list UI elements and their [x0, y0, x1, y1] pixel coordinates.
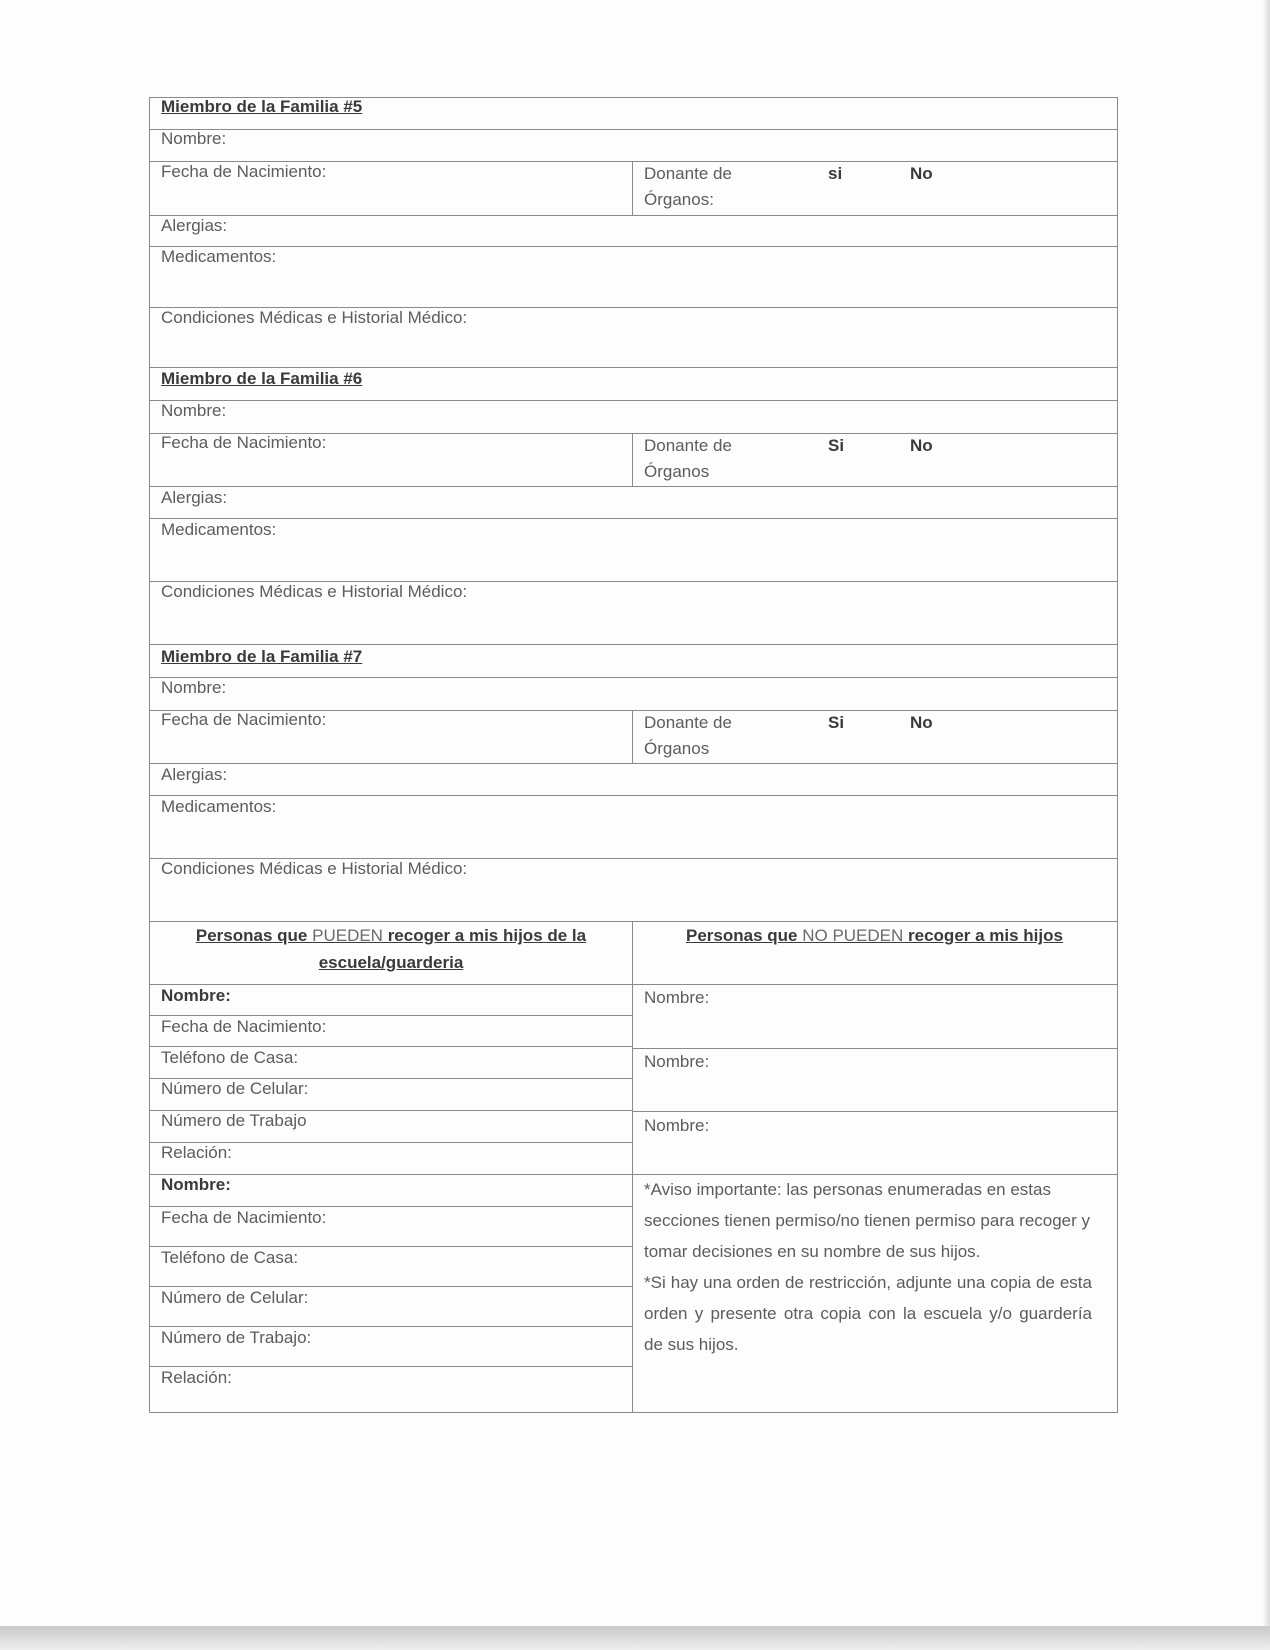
member-6-name-label: Nombre:	[161, 401, 227, 420]
cannot-pickup-header: Personas que NO PUEDEN recoger a mis hijos	[686, 926, 1063, 945]
important-notice	[644, 1174, 1092, 1360]
member-5-allergies-label: Alergias:	[161, 216, 228, 235]
divider	[150, 215, 1117, 216]
notice-paragraph-2: *Si hay una orden de restricción, adjunte una copia de esta orden y presente otra copia con la escuela y/o guardería de sus hijos.	[644, 1273, 1092, 1354]
family-form	[149, 97, 1118, 1413]
divider	[632, 433, 633, 486]
member-5-dob-label: Fecha de Nacimiento:	[161, 162, 327, 181]
page-bottom-shadow	[0, 1626, 1270, 1650]
member-6-donor-label-1: Donante de	[644, 436, 732, 455]
member-6-conditions-label: Condiciones Médicas e Historial Médico:	[161, 582, 468, 601]
member-7-name-label: Nombre:	[161, 678, 227, 697]
cannot-person-3-name-label: Nombre:	[644, 1116, 710, 1135]
member-5-donor-label-2: Órganos:	[644, 190, 714, 209]
divider	[150, 984, 1117, 985]
can-pickup-header: Personas que PUEDEN recoger a mis hijos de la escuela/guarderia	[195, 926, 587, 972]
member-7-title: Miembro de la Familia #7	[161, 647, 363, 666]
divider	[150, 486, 1117, 487]
member-5-donor-label-1: Donante de	[644, 164, 732, 183]
member-6-allergies-label: Alergias:	[161, 488, 228, 507]
can-person-2-cell-label: Número de Celular:	[161, 1288, 309, 1307]
member-6-title: Miembro de la Familia #6	[161, 369, 363, 388]
divider	[150, 677, 1117, 678]
member-7-donor-yes[interactable]: Si	[828, 713, 845, 732]
can-person-1-cell-label: Número de Celular:	[161, 1079, 309, 1098]
member-6-donor-no[interactable]: No	[910, 436, 933, 455]
member-7-donor-label-1: Donante de	[644, 713, 732, 732]
divider	[150, 129, 1117, 130]
divider	[150, 246, 1117, 247]
divider	[632, 710, 633, 763]
cannot-person-2-name-label: Nombre:	[644, 1052, 710, 1071]
member-5-donor-no[interactable]: No	[910, 164, 933, 183]
divider	[150, 400, 1117, 401]
divider	[632, 161, 633, 215]
member-5-medications-label: Medicamentos:	[161, 247, 277, 266]
member-7-dob-label: Fecha de Nacimiento:	[161, 710, 327, 729]
can-person-2-name-label: Nombre:	[161, 1175, 231, 1194]
member-7-medications-label: Medicamentos:	[161, 797, 277, 816]
can-person-2-home-phone-label: Teléfono de Casa:	[161, 1248, 299, 1267]
can-person-2-relation-label: Relación:	[161, 1368, 232, 1387]
member-7-donor-label-2: Órganos	[644, 739, 710, 758]
member-7-allergies-label: Alergias:	[161, 765, 228, 784]
can-person-1-work-label: Número de Trabajo	[161, 1111, 307, 1130]
can-person-1-home-phone-label: Teléfono de Casa:	[161, 1048, 299, 1067]
cannot-person-1-name-label: Nombre:	[644, 988, 710, 1007]
member-6-dob-label: Fecha de Nacimiento:	[161, 433, 327, 452]
member-6-donor-yes[interactable]: Si	[828, 436, 845, 455]
member-6-donor-label-2: Órganos	[644, 462, 710, 481]
divider	[150, 763, 1117, 764]
page-edge-shadow	[1262, 0, 1270, 1650]
member-5-title: Miembro de la Familia #5	[161, 97, 363, 116]
divider	[150, 518, 1117, 519]
can-person-2-dob-label: Fecha de Nacimiento:	[161, 1208, 327, 1227]
can-person-1-dob-label: Fecha de Nacimiento:	[161, 1017, 327, 1036]
can-person-1-name-label: Nombre:	[161, 986, 231, 1005]
divider	[150, 795, 1117, 796]
divider	[632, 921, 633, 1412]
member-6-medications-label: Medicamentos:	[161, 520, 277, 539]
member-7-donor-no[interactable]: No	[910, 713, 933, 732]
notice-paragraph-1: *Aviso importante: las personas enumeradas en estas secciones tienen permiso/no tienen permiso para recoger y tomar decisiones en su nombre de sus hijos.	[644, 1180, 1091, 1261]
can-person-1-relation-label: Relación:	[161, 1143, 232, 1162]
member-5-conditions-label: Condiciones Médicas e Historial Médico:	[161, 308, 468, 327]
member-7-conditions-label: Condiciones Médicas e Historial Médico:	[161, 859, 468, 878]
can-person-2-work-label: Número de Trabajo:	[161, 1328, 312, 1347]
member-5-name-label: Nombre:	[161, 129, 227, 148]
member-5-donor-yes[interactable]: si	[828, 164, 843, 183]
